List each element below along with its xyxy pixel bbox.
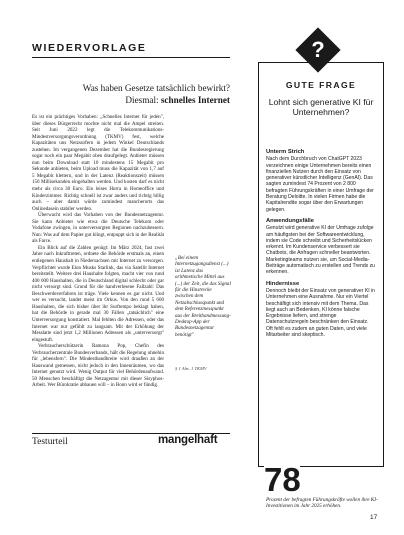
- pull-quote-source: § 1 Abs. 1 TKMV: [175, 366, 207, 371]
- deck-prefix: Diesmal:: [125, 95, 161, 105]
- deck-topic: schnelles Internet: [160, 95, 230, 105]
- stat-caption: Prozent der befragten Führungskräfte wollen ihre KI-Investitionen im Jahr 2025 erhöhen.: [266, 497, 378, 510]
- deck-line-topic: [32, 94, 230, 106]
- sidebar-section-heading: Anwendungsfälle: [266, 217, 314, 224]
- article-paragraph: Verbraucherschützerin Ramona Pop, Chefin des Verbraucherzentrale Bundesverbands, hält die Regelung ohnehin für „lebensfern". Die Mindestbandbreite wird draußen an der Hauswand gemessen, nicht jedoch in den Innenräumen, wo das Internet genutzt wird. Wenig Output für viel Behördenaufwand. 50 Menschen beschäftigt die Netzagentur mit dieser Sisyphos-Arbeit. Wer Bürokratie abbauen will – in Bonn wird er fündig.: [32, 343, 164, 389]
- verdict-label: Testurteil: [32, 437, 68, 447]
- sidebar-section-text: Genutzt wird generative KI der Umfrage zufolge am häufigsten bei der Softwareentwicklung, indem sie Code schreibt und Sicherheitslücken erkennt. Im Kundenservice verbessert sie Chatbots, die Anfragen schneller beantworten. Marketingteams nutzen sie, um Social-Media-Beiträge automatisch zu erstellen und Trends zu erkennen.: [266, 225, 376, 276]
- stat-number: 78: [264, 461, 301, 498]
- section-title-rule: [32, 57, 230, 58]
- sidebar-section-heading: Unterm Strich: [266, 149, 305, 155]
- verdict-value: mangelhaft: [158, 434, 218, 446]
- article-body: [32, 114, 164, 389]
- section-title: WIEDERVORLAGE: [32, 42, 147, 54]
- article-paragraph: Überwacht wird das Vorhaben von der Bundesnetzagentur. Sie kann Anbieter wie etwa die Deutsche Telekom oder Vodafone zwingen, in unterversorgten Regionen nachzubessern. Nun: Was auf dem Papier gut klingt, entpuppt sich in der Realität als Farce.: [32, 212, 164, 245]
- sidebar-title: GUTE FRAGE: [285, 80, 357, 90]
- pull-quote: „Bei einem Internetzugangsdienst (...) ist Latenz das arithmetische Mittel aus (...) der Zeit, die das Signal für die Hinstrecke zwischen dem Netzabschlusspunkt und dem Referenzmesspunkt aus der Breitbandmessung-Desktop-App der Bundesnetzagentur benötigt": [175, 255, 231, 338]
- article-deck: [32, 82, 230, 106]
- sidebar-section-text: Dennoch bleibt der Einsatz von generativer KI in Unternehmen eine Ausnahme. Nur ein Viertel beschäftigt sich intensiv mit dem Thema. Das liegt auch an Bedenken, KI könne falsche Ergebnisse liefern, und strenge Datenschutzregeln beschränken den Einsatz. Oft fehlt es zudem an guten Daten, und viele Mitarbeiter sind skeptisch.: [266, 287, 376, 339]
- article-paragraph: Ein Blick auf die Zahlen genügt: Im März 2024, fast zwei Jahre nach Inkrafttreten, ordnete die Behörde erstmals an, einen entlegenen Haushalt in Niedersachsen mit Internet zu versorgen. Verpflichtet wurde Elon Musks Starlink, das via Satellit Internet bereitstellt. Weitere drei Haushalte folgten, macht vier von rund 400 000 Haushalten, die in Deutschland digital schlecht oder gar nicht versorgt sind. Grund für die handverlesene Fallzahl: Das Beschwerdeverfahren ist träge. Viele kennen es gar nicht. Und wer es versucht, landet meist im Orkus. Von den rund 5 600 Haushalten, die sich bisher über ihr Surftempo beklagt haben, hat die Behörde in gerade mal 30 Fällen „tatsächlich" eine Unterversorgung konstatiert. Mal fehlten die Adressen, oder das Internet war nur gefühlt zu langsam. Mit der Erhöhung der Messlatte sind jetzt 1,2 Millionen Adressen als „unterversorgt" eingestuft.: [32, 244, 164, 343]
- question-mark-icon: ?: [311, 37, 325, 62]
- sidebar-sections: [266, 149, 376, 343]
- sidebar-question: Lohnt sich generative KI für Unternehmen?: [268, 97, 374, 118]
- sidebar-section-heading: Hindernisse: [266, 280, 300, 287]
- page-number: 17: [370, 514, 378, 521]
- article-paragraph: Es ist ein prächtiges Vorhaben: „Schnelles Internet für jeden", über dieses Bürgerrecht mochte nicht mal die Ampel streiten. Seit Juni 2022 legt die Telekommunikations-Mindestversorgungsverordnung (TKMV) fest, welche Kapazitäten uns Netzsurfern in jedem Winkel Deutschlands zustehen. Im vergangenen Dezember hat die Bundesregierung sogar noch ein paar Megabit oben draufgelegt. Anbieter müssen nun beim Download statt 10 mindestens 15 Megabit pro Sekunde anbieten, beim Upload muss die Kapazität von 1,7 auf 5 Megabit klettern, und in der Latenz (Reaktionszeit) müssen 150 Millisekunden eingehalten werden. Und kosten darf es nicht mehr als circa 30 Euro. Ein leises Hurra in Homeoffice und Kinderzimmer. Richtig schnell ist zwar anders und richtig billig auch – aber damit würde zumindest mancherorts das Onlinedasein stabiler werden.: [32, 114, 164, 212]
- deck-line-question: Was haben Gesetze tatsächlich bewirkt?: [82, 83, 230, 93]
- sidebar-section-text: Nach dem Durchbruch von ChatGPT 2023 verzeichnen einige Unternehmen bereits einen finanziellen Nutzen durch den Einsatz von generativer künstlicher Intelligenz (GenAI). Das sagten zumindest 74 Prozent von 2 800 befragten Führungskräften in einer Umfrage der Beratung Deloitte. In vielen Firmen habe die Kapitalrendite sogar über den Erwartungen gelegen.: [266, 156, 374, 213]
